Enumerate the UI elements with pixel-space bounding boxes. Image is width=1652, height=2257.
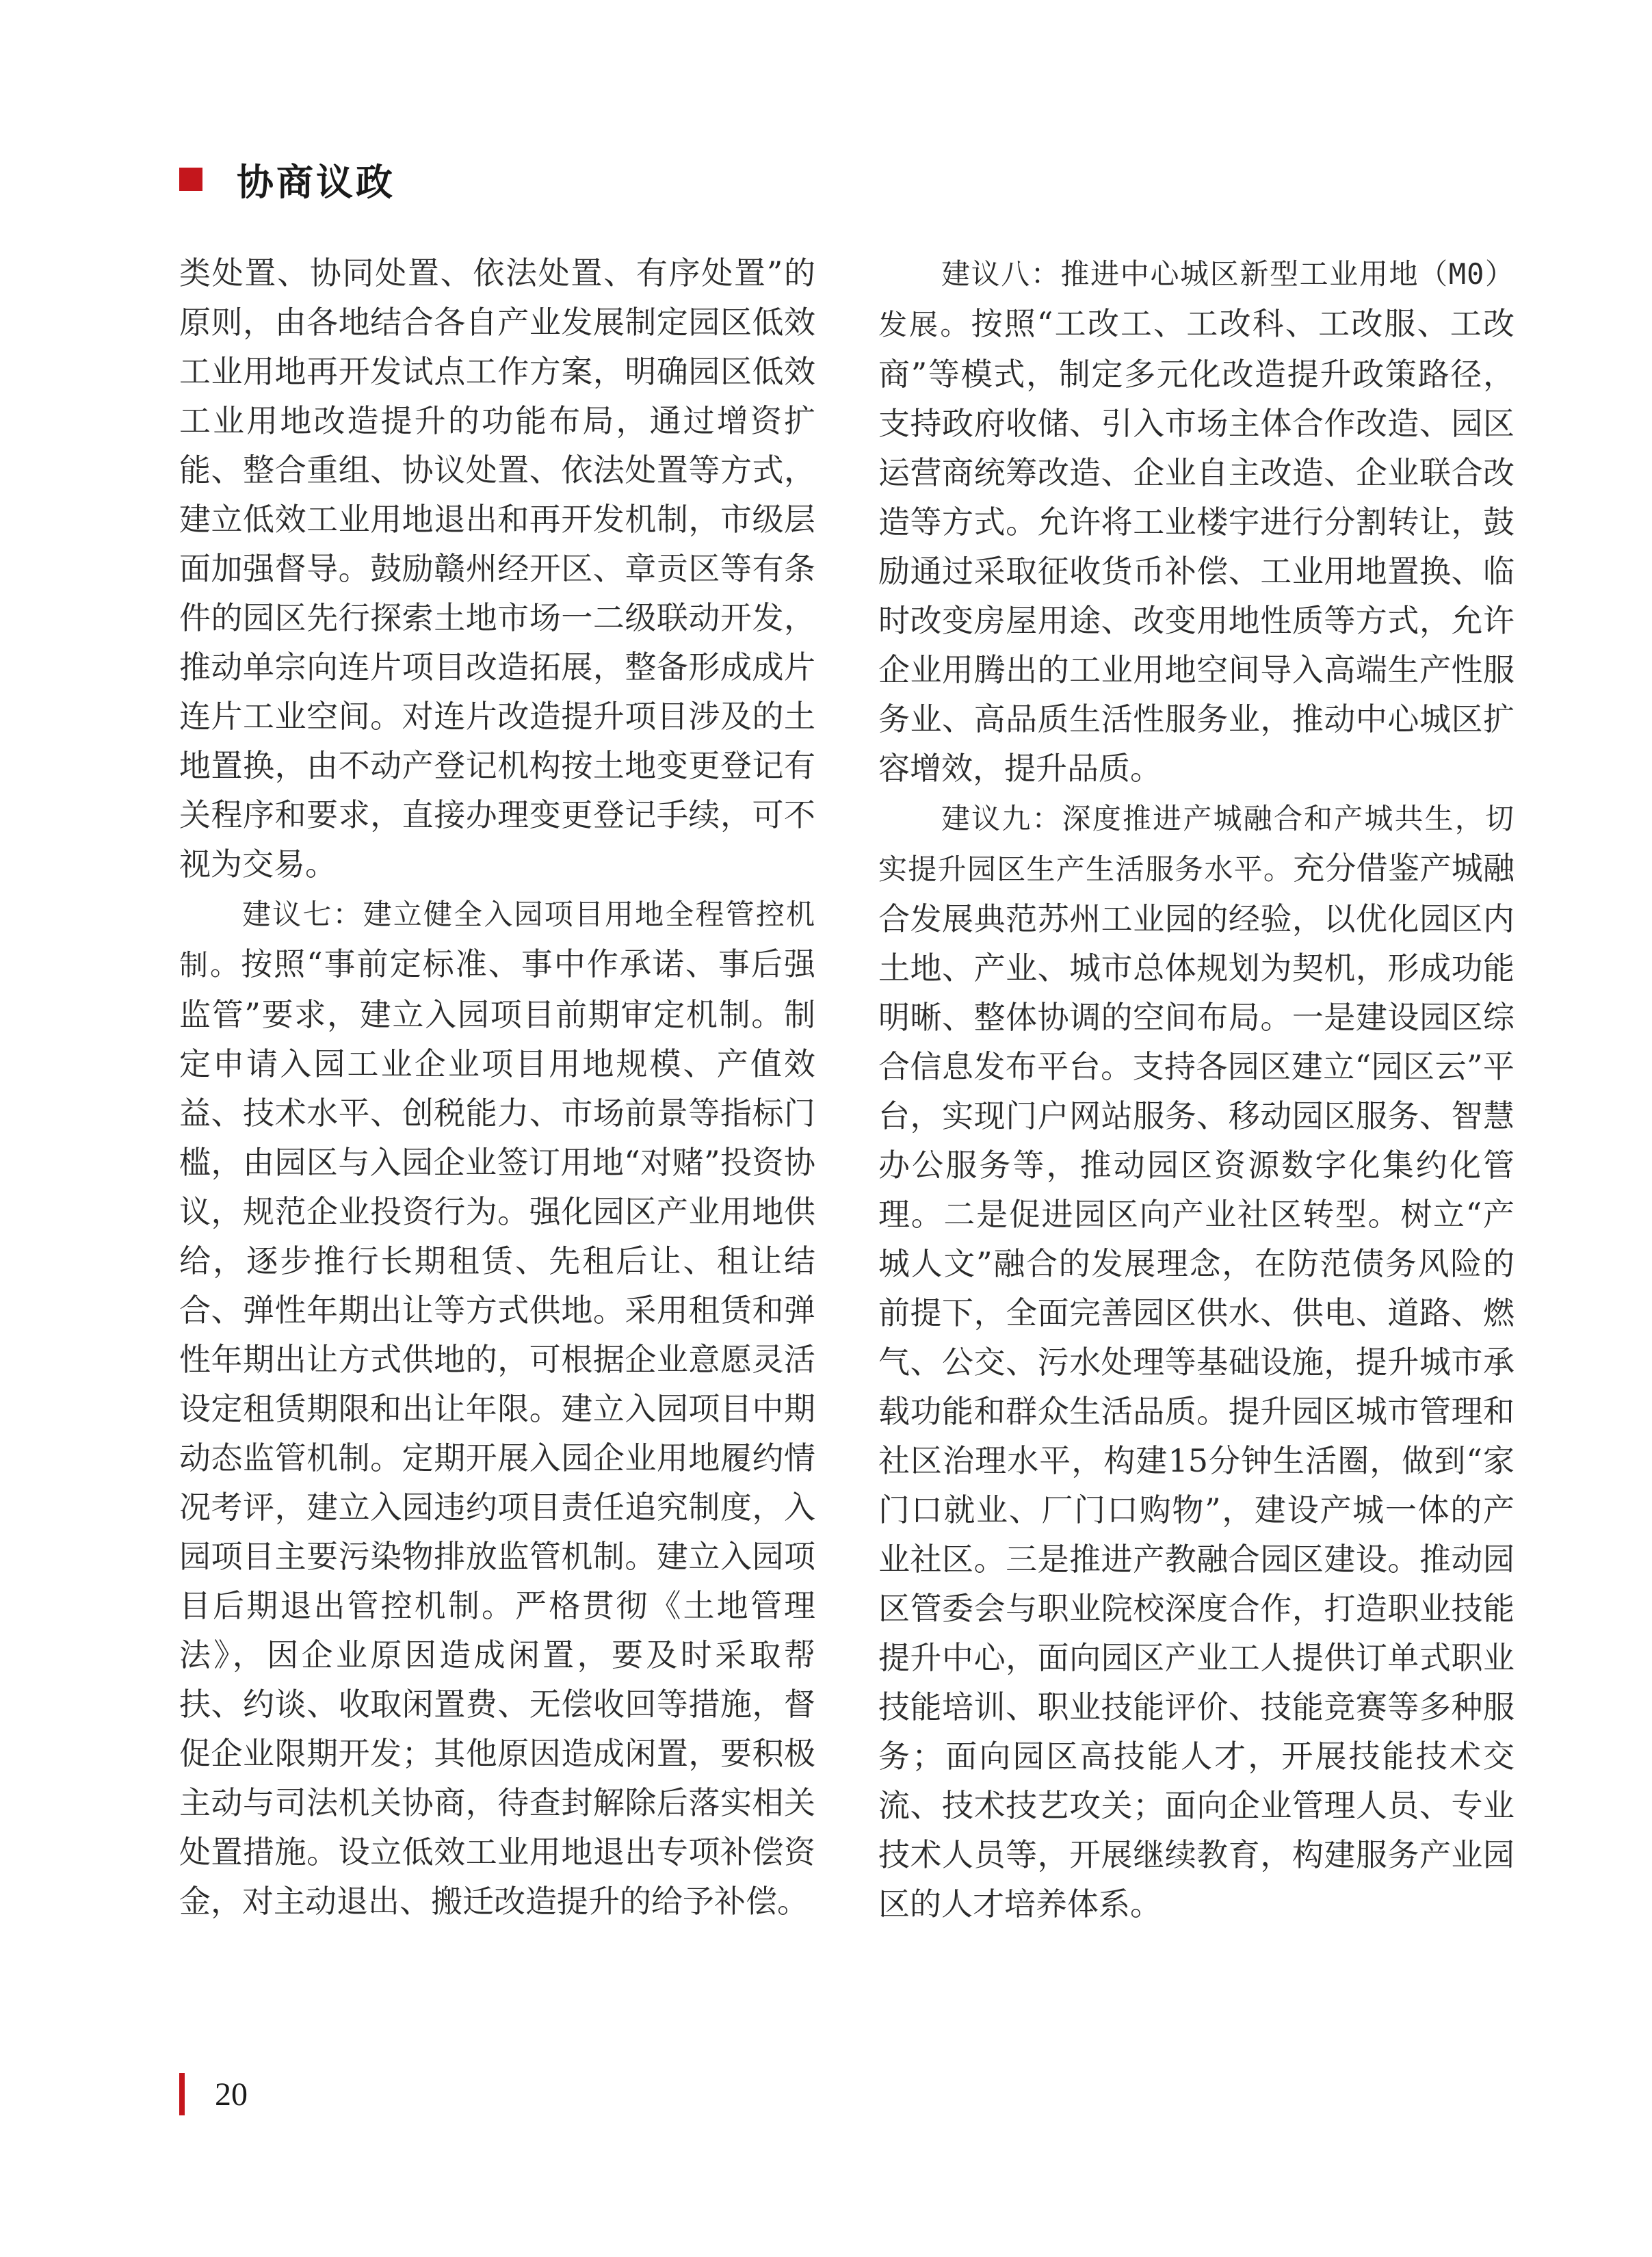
- paragraph-suggestion-8: [878, 248, 1515, 793]
- paragraph-continued: [179, 248, 815, 889]
- paragraph-suggestion-7: [179, 889, 815, 1926]
- paragraph-suggestion-9: [878, 793, 1515, 1929]
- left-column: [179, 248, 815, 1926]
- suggestion-7-heading: 建议七：建立健全入园项目用地全程管控机制。: [179, 898, 815, 982]
- suggestion-7-body: 按照“事前定标准、事中作承诺、事后强监管”要求，建立入园项目前期审定机制。制定申请入园工业企业项目用地规模、产值效益、技术水平、创税能力、市场前景等指标门槛，由园区与入园企业签订用地“对赌”投资协议，规范企业投资行为。强化园区产业用地供给，逐步推行长期租赁、先租后让、租让结合、弹性年期出让等方式供地。采用租赁和弹性年期出让方式供地的，可根据企业意愿灵活设定租赁期限和出让年限。建立入园项目中期动态监管机制。定期开展入园企业用地履约情况考评，建立入园违约项目责任追究制度，入园项目主要污染物排放监管机制。建立入园项目后期退出管控机制。严格贯彻《土地管理法》，因企业原因造成闲置，要及时采取帮扶、约谈、收取闲置费、无偿收回等措施，督促企业限期开发；其他原因造成闲置，要积极主动与司法机关协商，待查封解除后落实相关处置措施。设立低效工业用地退出专项补偿资金，对主动退出、搬迁改造提升的给予补偿。: [179, 945, 815, 1920]
- right-column: [878, 248, 1515, 1929]
- page-footer: [179, 2072, 248, 2116]
- suggestion-8-body: 按照“工改工、工改科、工改服、工改商”等模式，制定多元化改造提升政策路径，支持政府收储、引入市场主体合作改造、园区运营商统筹改造、企业自主改造、企业联合改造等方式。允许将工业楼宇进行分割转让，鼓励通过采取征收货币补偿、工业用地置换、临时改变房屋用途、改变用地性质等方式，允许企业用腾出的工业用地空间导入高端生产性服务业、高品质生活性服务业，推动中心城区扩容增效，提升品质。: [878, 305, 1515, 787]
- section-marker-icon: [179, 168, 202, 191]
- section-title: 协商议政: [237, 160, 395, 204]
- suggestion-9-body: 充分借鉴产城融合发展典范苏州工业园的经验，以优化园区内土地、产业、城市总体规划为契机，形成功能明晰、整体协调的空间布局。一是建设园区综合信息发布平台。支持各园区建立“园区云”平台，实现门户网站服务、移动园区服务、智慧办公服务等，推动园区资源数字化集约化管理。二是促进园区向产业社区转型。树立“产城人文”融合的发展理念，在防范债务风险的前提下，全面完善园区供水、供电、道路、燃气、公交、污水处理等基础设施，提升城市承载功能和群众生活品质。提升园区城市管理和社区治理水平，构建15分钟生活圈，做到“家门口就业、厂门口购物”，建设产城一体的产业社区。三是推进产教融合园区建设。推动园区管委会与职业院校深度合作，打造职业技能提升中心，面向园区产业工人提供订单式职业技能培训、职业技能评价、技能竞赛等多种服务；面向园区高技能人才，开展技能技术交流、技术技艺攻关；面向企业管理人员、专业技术人员等，开展继续教育，构建服务产业园区的人才培养体系。: [878, 850, 1515, 1922]
- suggestion-9-heading: 建议九：深度推进产城融合和产城共生，切实提升园区生产生活服务水平。: [878, 802, 1515, 886]
- paragraph-text: 类处置、协同处置、依法处置、有序处置”的原则，由各地结合各自产业发展制定园区低效工业用地再开发试点工作方案，明确园区低效工业用地改造提升的功能布局，通过增资扩能、整合重组、协议处置、依法处置等方式，建立低效工业用地退出和再开发机制，市级层面加强督导。鼓励赣州经开区、章贡区等有条件的园区先行探索土地市场一二级联动开发，推动单宗向连片项目改造拓展，整备形成成片连片工业空间。对连片改造提升项目涉及的土地置换，由不动产登记机构按土地变更登记有关程序和要求，直接办理变更登记手续，可不视为交易。: [179, 255, 815, 883]
- page-number: 20: [215, 2076, 248, 2113]
- section-header: [179, 152, 395, 207]
- suggestion-8-heading: 建议八：推进中心城区新型工业用地（M0）发展。: [878, 257, 1515, 341]
- footer-marker-icon: [179, 2073, 185, 2115]
